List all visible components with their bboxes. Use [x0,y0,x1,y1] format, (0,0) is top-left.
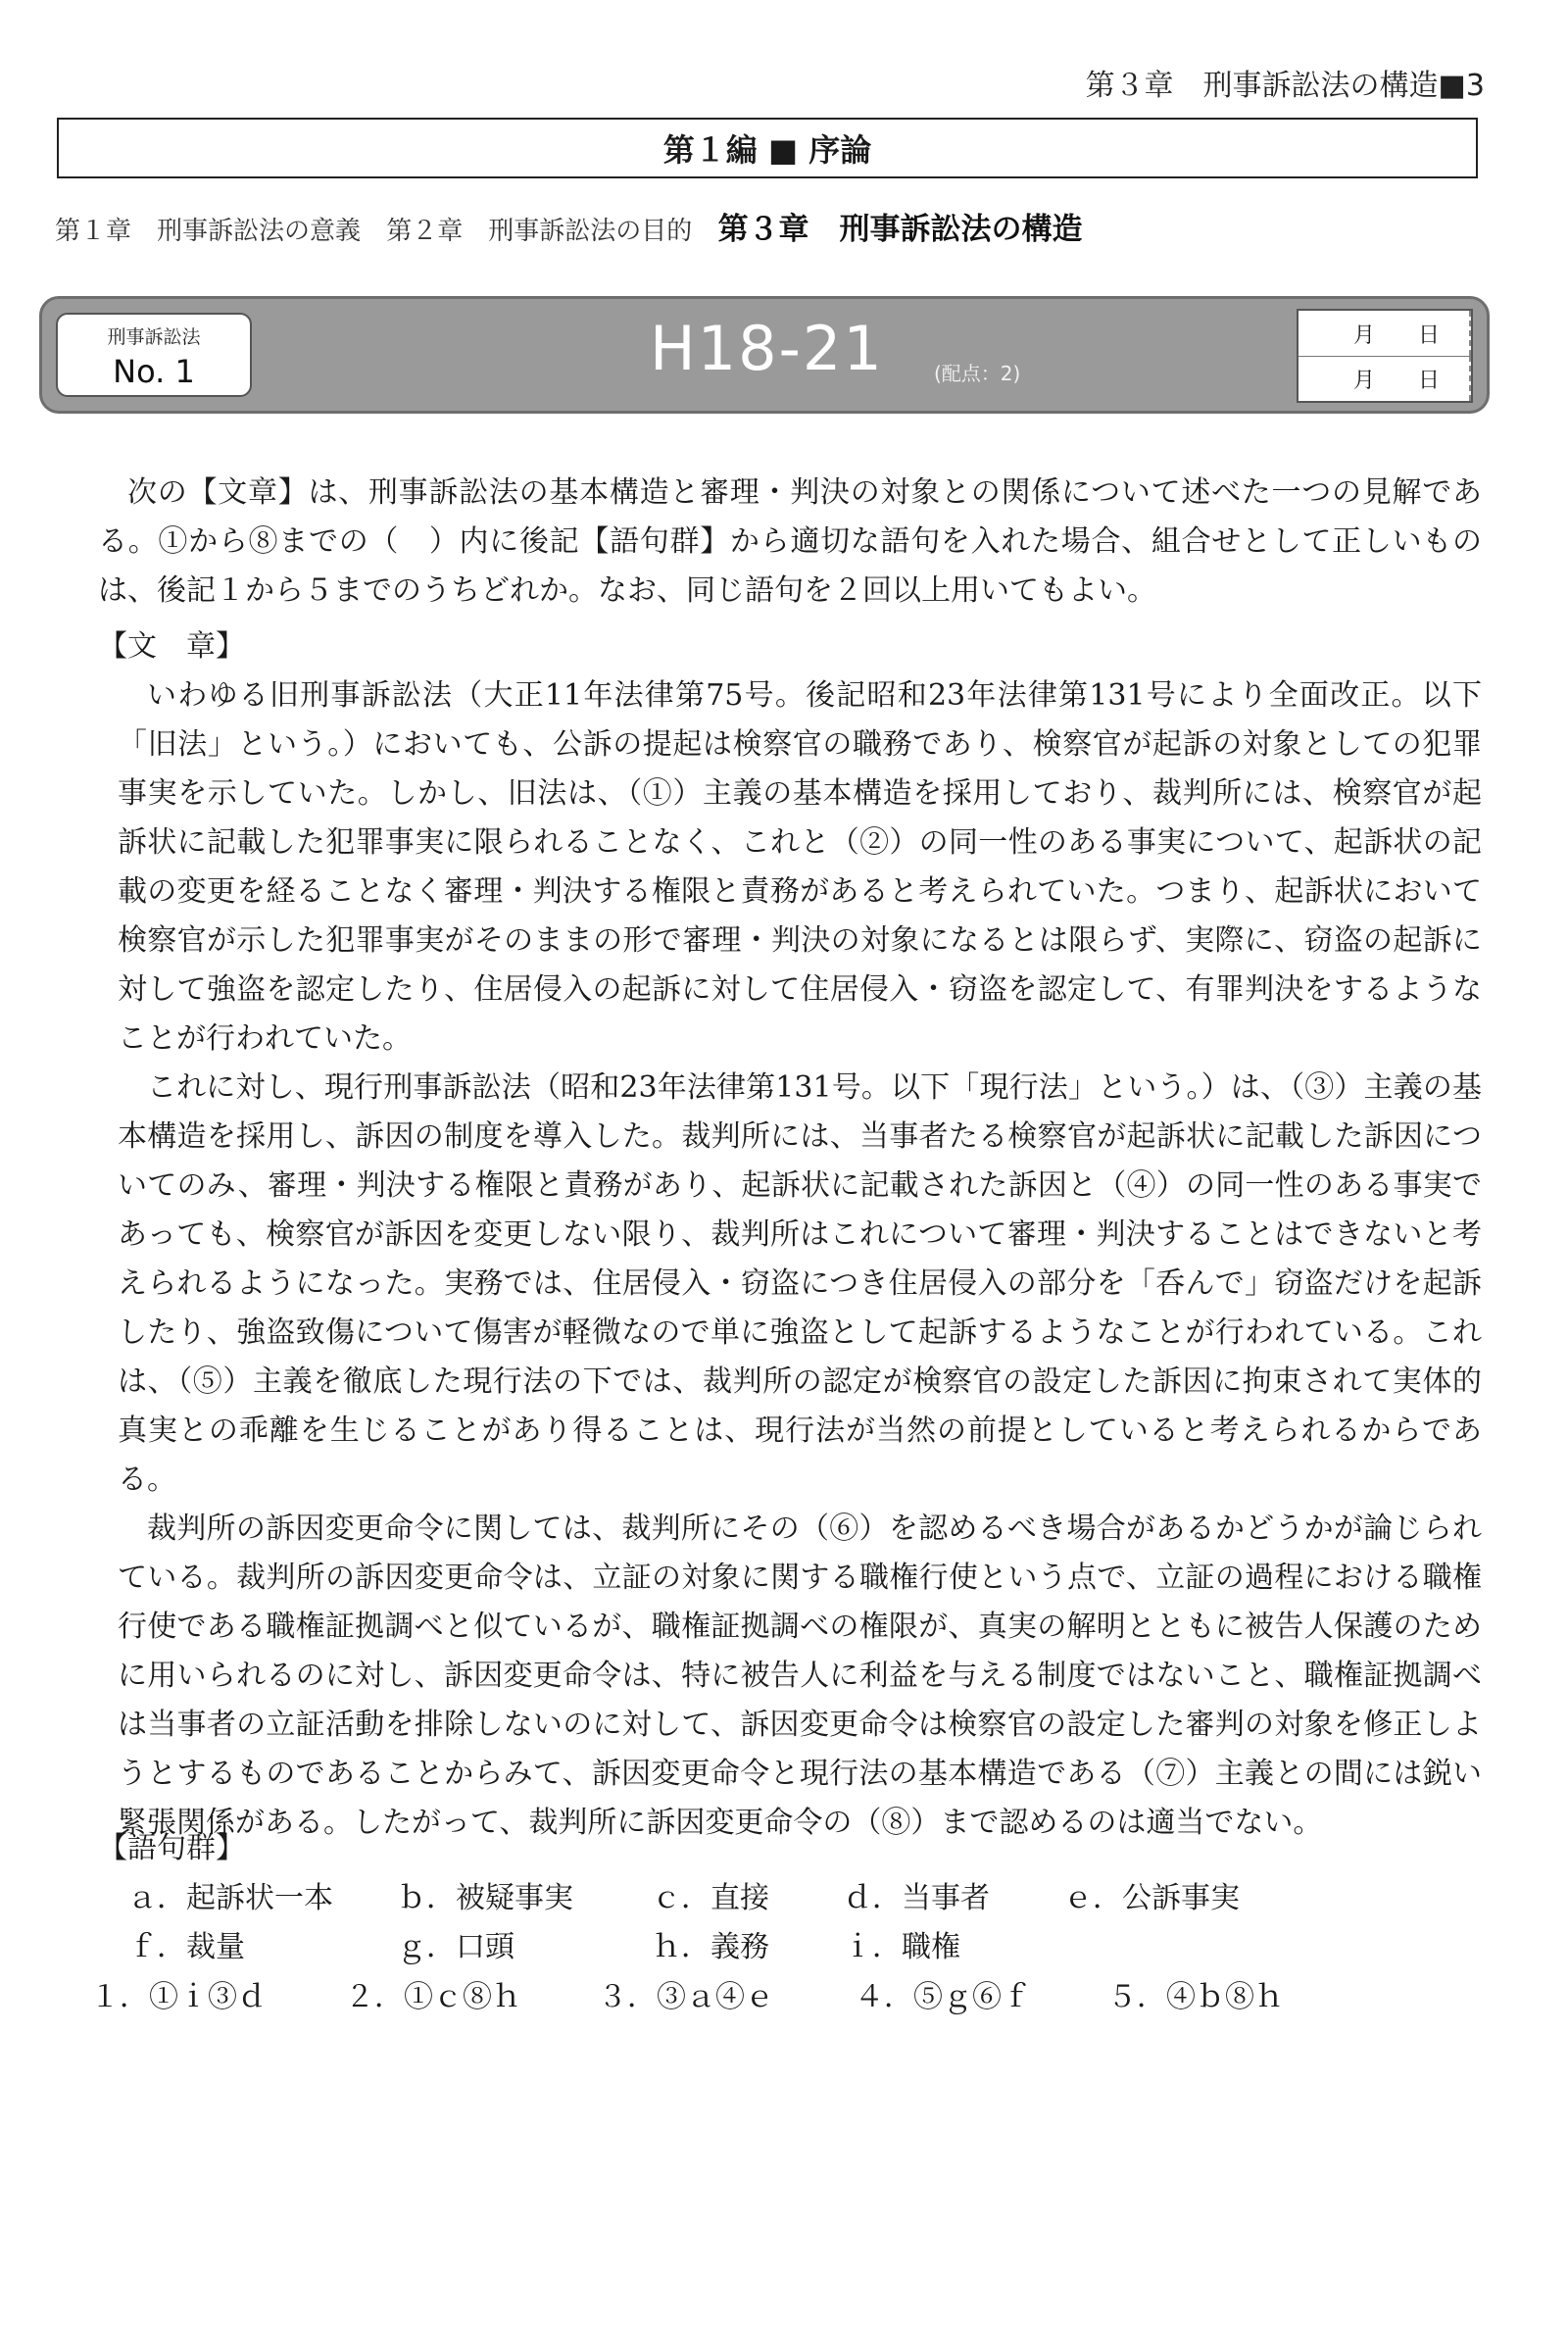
date-row [1298,356,1471,401]
answer-choice: ５．④ｂ⑧ｈ [1107,1980,1284,2014]
chapter-3-current: 第３章 刑事訴訟法の構造 [717,212,1083,247]
answer-choice: １．①ｉ③ｄ [90,1980,267,2014]
vocab-heading: 【語句群】 [98,1831,245,1865]
day-label: 日 [1417,322,1440,348]
vocab-item: ｄ．当事者 [843,1881,990,1915]
month-label: 月 [1352,322,1375,348]
vocab-item: ｇ．口頭 [397,1930,514,1964]
vocab-item: ｉ．職権 [843,1930,960,1964]
question-header [39,296,1490,414]
vocab-item: ｃ．直接 [652,1881,769,1915]
answer-choice: ３．③ａ④ｅ [598,1980,774,2014]
question-code: H18-21 [650,313,884,384]
passage-heading: 【文 章】 [98,629,245,664]
question-intro: 次の【文章】は、刑事訴訟法の基本構造と審理・判決の対象との関係について述べた一つの見解である。①から⑧までの（ ）内に後記【語句群】から適切な語句を入れた場合、組合せとして正しいものは、後記１から５までのうちどれか。なお、同じ語句を２回以上用いてもよい。 [98,475,1482,608]
question-number: No. 1 [113,353,195,390]
vocab-item: ｅ．公訴事実 [1063,1881,1240,1915]
chapter-2: 第２章 刑事訴訟法の目的 [386,217,693,246]
month-label: 月 [1352,369,1375,393]
vocab-item: ａ．起訴状一本 [127,1881,333,1915]
passage [118,671,1482,1848]
passage-paragraph: いわゆる旧刑事訴訟法（大正11年法律第75号。後記昭和23年法律第131号により全面改正。以下「旧法」という。）においても、公訴の提起は検察官の職務であり、検察官が起訴の対象としての犯罪事実を示していた。しかし、旧法は、（①）主義の基本構造を採用しており、裁判所には、検察官が起訴状に記載した犯罪事実に限られることなく、これと（②）の同一性のある事実について、起訴状の記載の変更を経ることなく審理・判決する権限と責務があると考えられていた。つまり、起訴状において検察官が示した犯罪事実がそのままの形で審理・判決の対象になるとは限らず、実際に、窃盗の起訴に対して強盗を認定したり、住居侵入の起訴に対して住居侵入・窃盗を認定して、有罪判決をするようなことが行われていた。 [118,678,1482,1056]
passage-paragraph: 裁判所の訴因変更命令に関しては、裁判所にその（⑥）を認めるべき場合があるかどうかが論じられている。裁判所の訴因変更命令は、立証の対象に関する職権行使という点で、立証の過程における職権行使である職権証拠調べと似ているが、職権証拠調べの権限が、真実の解明とともに被告人保護のために用いられるのに対し、訴因変更命令は、特に被告人に利益を与える制度ではないこと、職権証拠調べは当事者の立証活動を排除しないのに対して、訴因変更命令は検察官の設定した審判の対象を修正しようとするものであることからみて、訴因変更命令と現行法の基本構造である（⑦）主義との間には鋭い緊張関係がある。したがって、裁判所に訴因変更命令の（⑧）まで認めるのは適当でない。 [118,1512,1482,1840]
answer-choices [90,1972,1284,2015]
passage-paragraph: これに対し、現行刑事訴訟法（昭和23年法律第131号。以下「現行法」という。）は、（③）主義の基本構造を採用し、訴因の制度を導入した。裁判所には、当事者たる検察官が起訴状に記載した訴因についてのみ、審理・判決する権限と責務があり、起訴状に記載された訴因と（④）の同一性のある事実であっても、検察官が訴因を変更しない限り、裁判所はこれについて審理・判決することはできないと考えられるようになった。実務では、住居侵入・窃盗につき住居侵入の部分を「呑んで」窃盗だけを起訴したり、強盗致傷について傷害が軽微なので単に強盗として起訴するようなことが行われている。これは、（⑤）主義を徹底した現行法の下では、裁判所の認定が検察官の設定した訴因に拘束されて実体的真実との乖離を生じることがあり得ることは、現行法が当然の前提としていると考えられるからである。 [118,1070,1482,1497]
running-head: 第３章 刑事訴訟法の構造■3 [1085,69,1485,103]
answer-choice: ４．⑤ｇ⑥ｆ [855,1980,1031,2014]
subject-box [56,313,252,397]
date-row [1298,311,1471,356]
vocab-item: ｂ．被疑事実 [397,1881,573,1915]
vocab-item: ｆ．裁量 [127,1930,245,1964]
study-date-box [1297,309,1473,403]
day-label: 日 [1417,369,1440,393]
vocab-item: ｈ．義務 [652,1930,769,1964]
points-label: (配点：2) [934,362,1021,385]
vocab-row [127,1873,1240,1916]
answer-choice: ２．①ｃ⑧ｈ [345,1980,521,2014]
vocab-row [127,1922,960,1965]
chapter-nav [55,204,1101,248]
part-title: 第１編 ■ 序論 [57,118,1478,178]
subject-label: 刑事訴訟法 [107,326,201,348]
chapter-1: 第１章 刑事訴訟法の意義 [55,217,362,246]
